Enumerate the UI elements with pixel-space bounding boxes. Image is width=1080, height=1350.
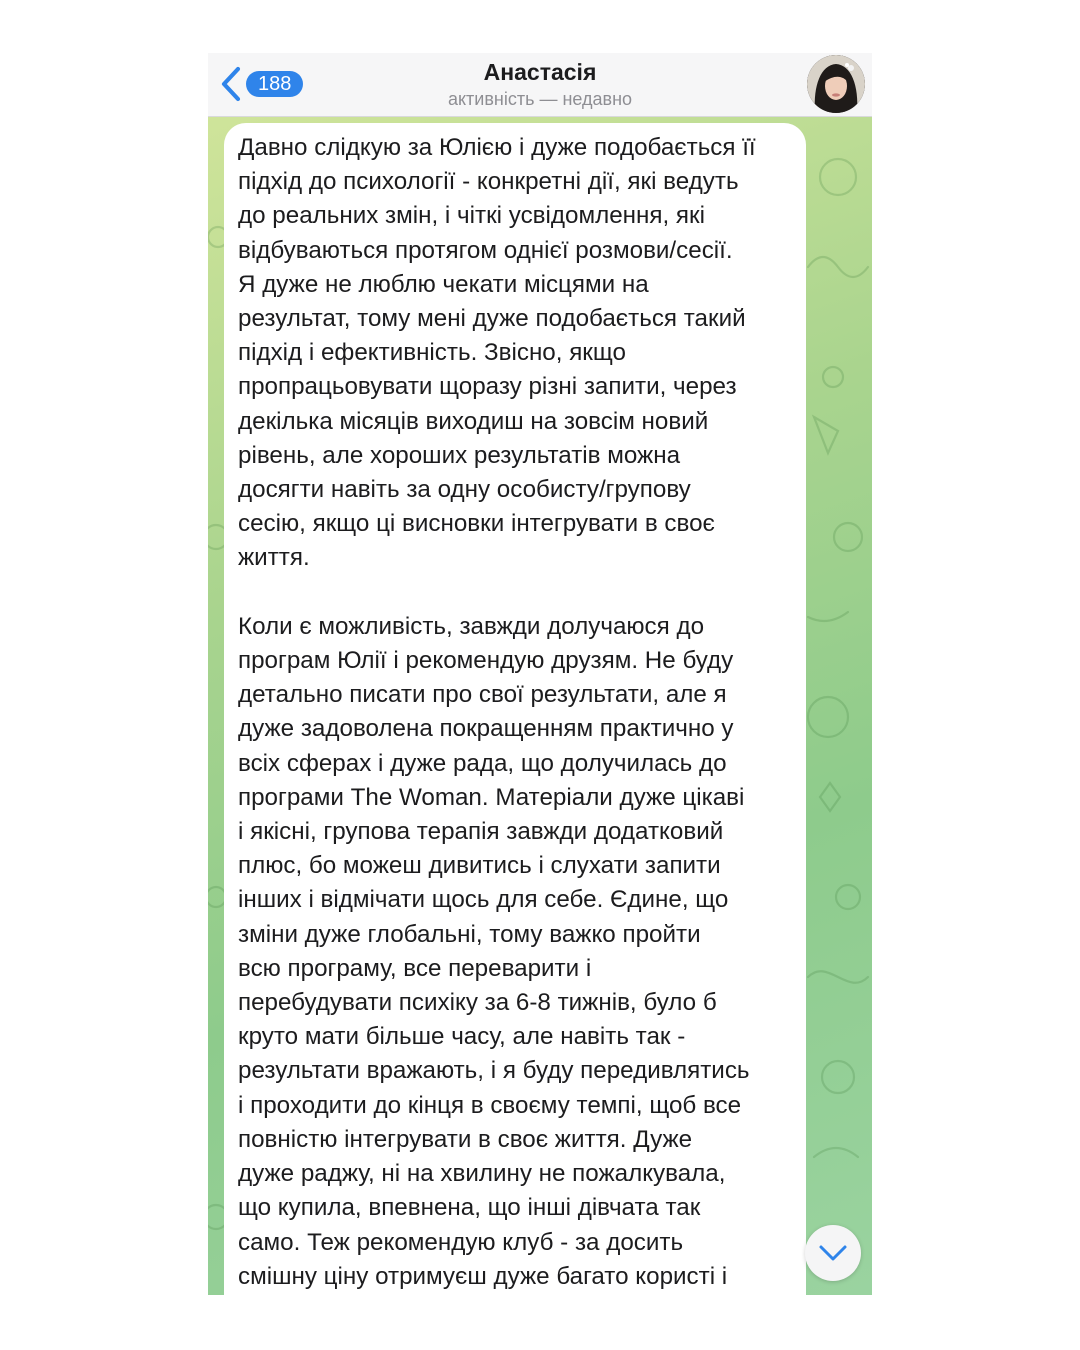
chat-background	[208, 117, 872, 1295]
chevron-down-icon	[818, 1244, 848, 1262]
message-paragraph: Коли є можливість, завжди долучаюся до програм Юлії і рекомендую друзям. Не буду детально писати про свої результати, але я дуже задоволена покращенням практично у всіх сферах і дуже рада, що долучилась до програми The Woman. Матеріали дуже цікаві і якісні, групова терапія завжди додатковий плюс, бо можеш дивитись і слухати запити інших і відмічати щось для себе. Єдине, що зміни дуже глобальні, тому важко пройти всю програму, все переварити і перебудувати психіку за 6-8 тижнів, було б круто мати більше часу, але навіть так - результати вражають, і я буду передивлятись і проходити до кінця в своєму темпі, щоб все повністю інтегрувати в своє життя. Дуже дуже раджу, ні на хвилину не пожалкувала, що купила, впевнена, що інші дівчата так само. Теж рекомендую клуб - за досить смішну ціну отримуєш дуже багато користі і	[238, 612, 750, 1290]
scroll-down-button[interactable]	[805, 1225, 861, 1281]
contact-name: Анастасія	[483, 59, 597, 85]
message-paragraph: Давно слідкую за Юлією і дуже подобається її підхід до психології - конкретні дії, які ведуть до реальних змін, і чіткі усвідомлення, які відбуваються протягом однієї розмови/сесії. Я дуже не люблю чекати місцями на результат, тому мені дуже подобається такий підхід і ефективність. Звісно, якщо пропрацьовувати щоразу різні запити, через декілька місяців виходиш на зовсім новий рівень, але хороших результатів можна досягти навіть за одну особисту/групову сесію, якщо ці висновки інтегрувати в своє життя.	[238, 134, 756, 572]
message-paragraph-gap	[238, 576, 792, 610]
chat-title-area[interactable]	[328, 58, 752, 112]
last-seen-status: активність — недавно	[447, 89, 633, 109]
chat-header	[208, 53, 872, 117]
back-button[interactable]	[218, 65, 303, 103]
chat-screen	[208, 53, 872, 1295]
message-bubble[interactable]	[224, 123, 806, 1295]
unread-count-badge: 188	[246, 71, 303, 97]
chevron-left-icon	[218, 66, 244, 102]
avatar-photo	[807, 55, 865, 113]
avatar[interactable]	[807, 55, 865, 113]
